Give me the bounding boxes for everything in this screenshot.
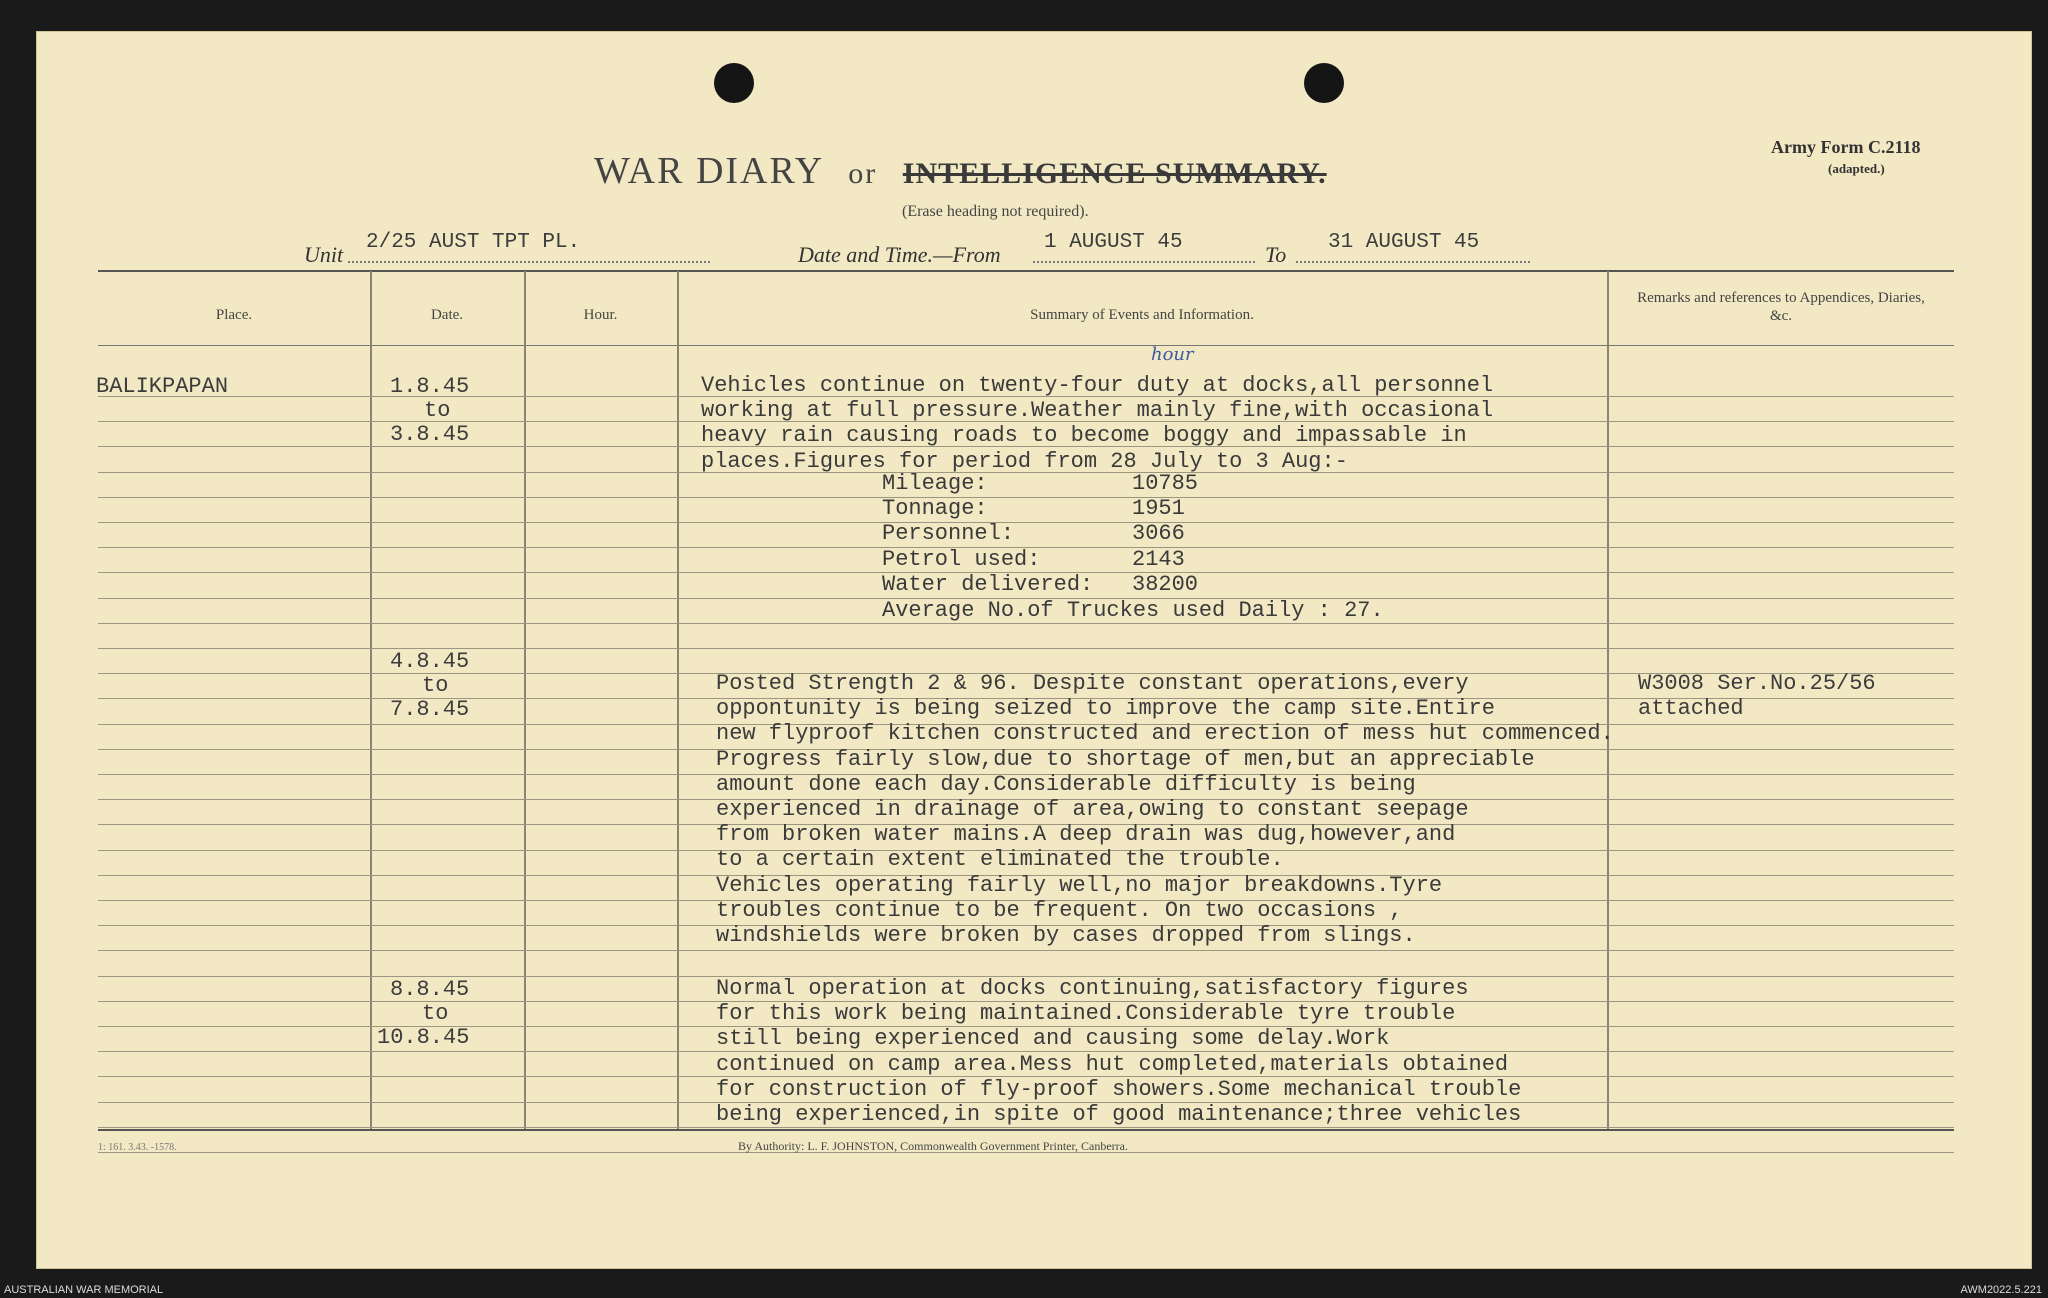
ruled-line (370, 1152, 524, 1153)
ruled-line (1607, 1001, 1954, 1002)
ruled-line (1607, 900, 1954, 901)
ruled-line (370, 472, 524, 473)
to-dotted-line (1296, 261, 1530, 263)
entry1-date-from: 1.8.45 (390, 374, 470, 399)
entry1-date-to: 3.8.45 (390, 422, 470, 447)
entry1-stat-label: Personnel: (882, 521, 1015, 547)
ruled-line (524, 547, 677, 548)
army-form-label: Army Form C.2118 (1771, 137, 1921, 157)
entry2-remark-attached: attached (1638, 696, 1744, 721)
entry1-stat-label: Petrol used: (882, 546, 1041, 572)
war-diary-sheet (36, 31, 2032, 1269)
ruled-line (1607, 522, 1954, 523)
ruled-line (98, 1051, 370, 1052)
ruled-line (370, 522, 524, 523)
punch-hole-left (714, 63, 754, 103)
ruled-line (524, 472, 677, 473)
ruled-line (98, 774, 370, 775)
ruled-line (98, 724, 370, 725)
ruled-line (1607, 824, 1954, 825)
ruled-line (1607, 598, 1954, 599)
ruled-line (524, 572, 677, 573)
ruled-line (1607, 446, 1954, 447)
archive-label-left: AUSTRALIAN WAR MEMORIAL (4, 1284, 164, 1296)
ruled-line (98, 421, 370, 422)
ruled-line (524, 749, 677, 750)
adapted-label: (adapted.) (1828, 161, 1885, 176)
ruled-line (370, 1127, 524, 1128)
ruled-line (370, 572, 524, 573)
ruled-line (524, 774, 677, 775)
table-bottom-border (98, 1129, 1954, 1131)
entry1-stat-row (882, 471, 1199, 496)
entry3-date-from: 8.8.45 (390, 977, 470, 1002)
ruled-line (370, 1102, 524, 1103)
title-or: or (848, 157, 878, 190)
ruled-line (524, 497, 677, 498)
ruled-line (524, 1026, 677, 1027)
erase-note: (Erase heading not required). (902, 203, 1089, 220)
entry3-date-to-word: to (422, 1001, 449, 1026)
ruled-line (370, 925, 524, 926)
ruled-line (1607, 547, 1954, 548)
ruled-line (98, 875, 370, 876)
title-main: WAR DIARY (594, 150, 823, 192)
ruled-line (524, 824, 677, 825)
entry1-stat-label: Tonnage: (882, 496, 988, 522)
ruled-line (524, 598, 677, 599)
ruled-line (98, 950, 370, 951)
ruled-line (1607, 497, 1954, 498)
entry1-stat-value: 10785 (1132, 471, 1199, 496)
ruled-line (98, 598, 370, 599)
unit-label: Unit (304, 242, 344, 267)
ruled-line (1607, 774, 1954, 775)
ruled-line (98, 1026, 370, 1027)
ruled-line (524, 1152, 677, 1153)
ruled-line (524, 950, 677, 951)
ruled-line (370, 547, 524, 548)
entry1-stat-value: 2143 (1132, 546, 1185, 572)
entry2-date-to: 7.8.45 (390, 697, 470, 722)
entry2-date-from: 4.8.45 (390, 649, 470, 674)
ruled-line (370, 875, 524, 876)
ruled-line (524, 925, 677, 926)
ruled-line (98, 824, 370, 825)
entry2-remark-reference: W3008 Ser.No.25/56 (1638, 671, 1876, 696)
ruled-line (1607, 572, 1954, 573)
ruled-line (1607, 749, 1954, 750)
column-header-hour: Hour. (583, 307, 618, 323)
entry1-stat-value: 3066 (1132, 521, 1185, 547)
ruled-line (98, 1127, 370, 1128)
ruled-line (524, 724, 677, 725)
ruled-line (1607, 724, 1954, 725)
ruled-line (524, 1076, 677, 1077)
ruled-line (524, 850, 677, 851)
ruled-line (98, 1102, 370, 1103)
ruled-line (370, 774, 524, 775)
title-war-diary (594, 149, 1327, 193)
ruled-line (524, 648, 677, 649)
ruled-line (98, 673, 370, 674)
ruled-line (1607, 925, 1954, 926)
header-bottom-border (98, 345, 1954, 346)
ruled-line (370, 1076, 524, 1077)
to-date-value: 31 AUGUST 45 (1328, 231, 1480, 254)
archive-label-right: AWM2022.5.221 (1960, 1284, 2042, 1296)
ruled-line (1607, 875, 1954, 876)
place-balikpapan: BALIKPAPAN (96, 374, 229, 399)
ruled-line (370, 950, 524, 951)
from-date-value: 1 AUGUST 45 (1044, 231, 1183, 254)
ruled-line (524, 1102, 677, 1103)
entry1-stat-row (882, 571, 1199, 597)
column-header-date: Date. (430, 307, 464, 323)
column-header-summary: Summary of Events and Information. (1030, 307, 1254, 323)
ruled-line (98, 925, 370, 926)
ruled-line (524, 673, 677, 674)
entry1-stat-row (882, 546, 1185, 572)
ruled-line (1607, 472, 1954, 473)
column-header-place: Place. (215, 307, 253, 323)
ruled-line (524, 446, 677, 447)
entry3-summary-text: Normal operation at docks continuing,satisfactory figures for this work being maintained.Considerable tyre trouble still being experienced and causing some delay.Work continued on camp area.Mess hut completed,materials obtained for construction of fly-proof showers.Some mechanical trouble being experienced,in spite of good maintenance;three vehicles (716, 976, 1522, 1128)
ruled-line (98, 547, 370, 548)
ruled-line (370, 724, 524, 725)
entry1-stat-label: Water delivered: (882, 571, 1094, 597)
ruled-line (1607, 1076, 1954, 1077)
ruled-line (98, 749, 370, 750)
ruled-line (370, 749, 524, 750)
ruled-line (677, 648, 1607, 649)
column-header-remarks: Remarks and references to Appendices, Diaries, &c. (1637, 290, 1925, 324)
unit-dotted-line (348, 261, 710, 263)
ruled-line (677, 623, 1607, 624)
ruled-line (1607, 1127, 1954, 1128)
entry1-stat-value: 38200 (1132, 571, 1199, 597)
ruled-line (370, 799, 524, 800)
to-label: To (1265, 242, 1287, 267)
ruled-line (1607, 950, 1954, 951)
ruled-line (98, 648, 370, 649)
date-time-label: Date and Time.—From (798, 242, 1001, 267)
ruled-line (524, 799, 677, 800)
entry2-summary-text: Posted Strength 2 & 96. Despite constant operations,every oppontunity is being seized to improve the camp site.Entire new flyproof kitchen constructed and erection of mess hut commenced. Progress fairly slow,due to shortage of men,but an appreciable amount done each day.Considerable difficulty is being experienced in drainage of area,owing to constant seepage from broken water mains.A deep drain was dug,however,and to a certain extent eliminated the trouble. Vehicles operating fairly well,no major breakdowns.Tyre troubles continue to be frequent. On two occasions , windshields were broken by cases dropped from slings. (716, 671, 1614, 949)
ruled-line (370, 900, 524, 901)
entry1-stat-row (882, 496, 1185, 522)
print-code: 1: 161. 3.43. -1578. (98, 1142, 177, 1153)
entry1-summary-text: Vehicles continue on twenty-four duty at docks,all personnel working at full pressure.Weather mainly fine,with occasional heavy rain causing roads to become boggy and impassable in places.Figures for period from 28 July to 3 Aug:- (701, 373, 1494, 474)
ruled-line (98, 850, 370, 851)
ruled-line (370, 850, 524, 851)
ruled-line (1607, 976, 1954, 977)
ruled-line (98, 698, 370, 699)
ruled-line (524, 1051, 677, 1052)
title-struck-intelligence-summary: INTELLIGENCE SUMMARY. (902, 157, 1327, 190)
ruled-line (524, 421, 677, 422)
printer-authority: By Authority: L. F. JOHNSTON, Commonwealth Government Printer, Canberra. (738, 1139, 1128, 1153)
ruled-line (524, 1001, 677, 1002)
unit-value: 2/25 AUST TPT PL. (366, 231, 581, 254)
entry1-handwritten-annotation: hour (1151, 344, 1194, 365)
ruled-line (524, 522, 677, 523)
ruled-line (524, 875, 677, 876)
ruled-line (98, 976, 370, 977)
ruled-line (1607, 421, 1954, 422)
ruled-line (677, 950, 1607, 951)
entry3-date-to: 10.8.45 (377, 1025, 470, 1050)
ruled-line (98, 572, 370, 573)
ruled-line (1607, 1026, 1954, 1027)
ruled-line (98, 446, 370, 447)
ruled-line (98, 1001, 370, 1002)
ruled-line (98, 799, 370, 800)
entry1-stat-row (882, 521, 1185, 547)
ruled-line (98, 900, 370, 901)
entry1-stat-label: Mileage: (882, 471, 988, 496)
ruled-line (98, 623, 370, 624)
ruled-line (1607, 799, 1954, 800)
ruled-line (524, 396, 677, 397)
ruled-line (1607, 1051, 1954, 1052)
ruled-line (524, 1127, 677, 1128)
ruled-line (524, 900, 677, 901)
ruled-line (1607, 850, 1954, 851)
ruled-line (1607, 1152, 1954, 1153)
punch-hole-right (1304, 63, 1344, 103)
ruled-line (98, 1076, 370, 1077)
ruled-line (370, 824, 524, 825)
ruled-line (370, 598, 524, 599)
ruled-line (524, 976, 677, 977)
entry1-date-to-word: to (424, 398, 451, 423)
ruled-line (370, 497, 524, 498)
ruled-line (524, 698, 677, 699)
from-dotted-line (1033, 261, 1255, 263)
ruled-line (370, 623, 524, 624)
entry2-date-to-word: to (422, 673, 449, 698)
ruled-line (1607, 396, 1954, 397)
ruled-line (98, 522, 370, 523)
ruled-line (1607, 648, 1954, 649)
table-top-border (98, 270, 1954, 272)
ruled-line (524, 623, 677, 624)
ruled-line (98, 472, 370, 473)
entry1-stat-value: 1951 (1132, 496, 1185, 522)
ruled-line (1607, 623, 1954, 624)
ruled-line (1607, 1102, 1954, 1103)
ruled-line (98, 497, 370, 498)
ruled-line (370, 1051, 524, 1052)
entry1-average-trucks: Average No.of Truckes used Daily : 27. (882, 598, 1384, 623)
